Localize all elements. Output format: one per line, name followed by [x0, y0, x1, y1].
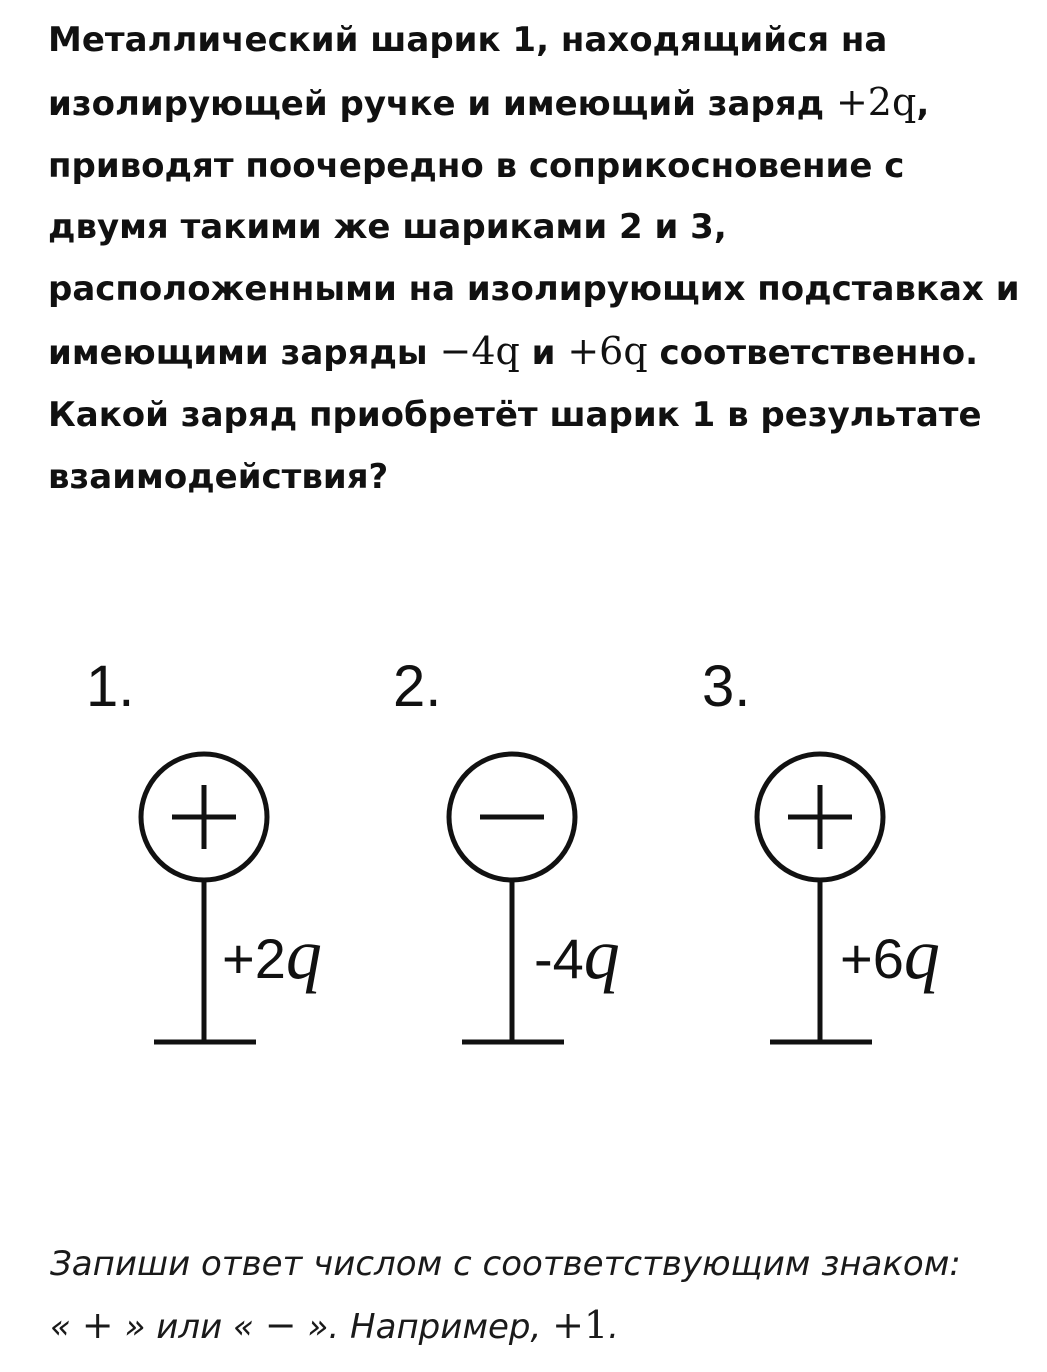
or-word: или	[145, 1307, 233, 1347]
minus-sign: −	[264, 1303, 297, 1347]
ball-3-group	[702, 654, 940, 1042]
problem-text-part-4: соответственно. Какой заряд приобретёт шарик 1 в результате взаимодействия?	[48, 332, 982, 497]
plus-icon	[788, 785, 852, 849]
problem-text	[48, 10, 1023, 508]
example-value: +1	[552, 1303, 609, 1347]
charge-1-value: +2q	[835, 79, 917, 124]
quote-open-1: «	[50, 1307, 82, 1347]
instruction-end: .	[608, 1307, 619, 1347]
charge-3-value: +6q	[567, 328, 648, 373]
problem-text-part-2: , приводят поочередно в соприкосновение с двумя такими же шариками 2 и 3, расположенными на изолирующих подставках и имеющими заряды	[48, 83, 1020, 373]
ball-3-number: 3.	[702, 654, 751, 719]
ball-2-number: 2.	[393, 654, 442, 719]
charge-2-value: −4q	[439, 328, 520, 373]
problem-text-part-1: Металлический шарик 1, находящийся на изолирующей ручке и имеющий заряд	[48, 20, 888, 124]
ball-3-charge-label: +6q	[840, 914, 940, 994]
charged-balls-diagram	[0, 630, 1047, 1080]
plus-sign: +	[81, 1303, 114, 1347]
ball-1-group	[86, 654, 322, 1042]
example-text: . Например,	[328, 1307, 553, 1347]
answer-instruction	[50, 1234, 1025, 1358]
ball-2-group	[393, 654, 620, 1042]
ball-2-charge-label: -4q	[534, 914, 620, 994]
instruction-line-1: Запиши ответ числом с соответствующим знаком:	[50, 1244, 961, 1284]
quote-open-2: «	[232, 1307, 265, 1347]
ball-1-charge-label: +2q	[222, 914, 322, 994]
quote-close-2: »	[296, 1307, 329, 1347]
problem-text-part-3: и	[519, 332, 568, 373]
quote-close-1: »	[113, 1307, 146, 1347]
ball-1-number: 1.	[86, 654, 135, 719]
plus-icon	[172, 785, 236, 849]
